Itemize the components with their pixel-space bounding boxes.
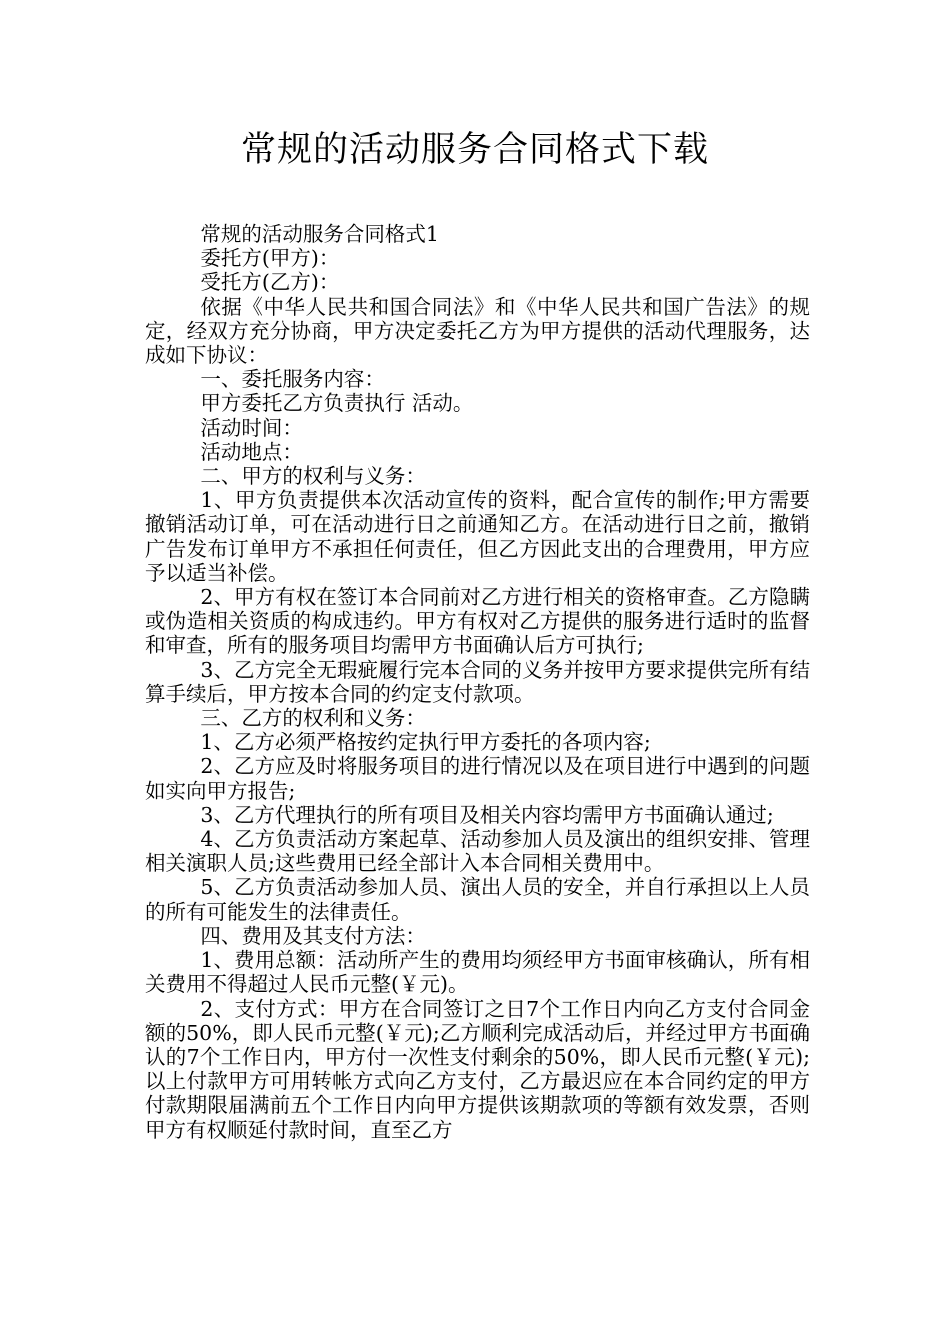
- paragraph: 活动时间：: [200, 415, 303, 440]
- document-body: [145, 222, 810, 1142]
- paragraph-party-b: 受托方(乙方)：: [200, 270, 340, 295]
- document-title: 常规的活动服务合同格式下载: [240, 130, 709, 170]
- paragraph: 1、甲方负责提供本次活动宣传的资料，配合宣传的制作;甲方需要撤销活动订单，可在活动进行日之前通知乙方。在活动进行日之前，撤销广告发布订单甲方不承担任何责任，但乙方因此支出的合理费用，甲方应予以适当补偿。: [145, 488, 810, 585]
- paragraph: 活动地点：: [200, 439, 303, 464]
- section-heading-4: 四、费用及其支付方法：: [200, 923, 426, 948]
- paragraph-heading: 常规的活动服务合同格式1: [200, 222, 439, 246]
- paragraph-preamble: 依据《中华人民共和国合同法》和《中华人民共和国广告法》的规定，经双方充分协商，甲方决定委托乙方为甲方提供的活动代理服务，达成如下协议：: [145, 294, 810, 368]
- paragraph-party-a: 委托方(甲方)：: [200, 246, 340, 271]
- paragraph: 3、乙方完全无瑕疵履行完本合同的义务并按甲方要求提供完所有结算手续后，甲方按本合同的约定支付款项。: [145, 657, 810, 706]
- paragraph: 1、费用总额：活动所产生的费用均须经甲方书面审核确认，所有相关费用不得超过人民币元整(￥元)。: [145, 948, 810, 997]
- section-heading-2: 二、甲方的权利与义务：: [200, 464, 426, 489]
- paragraph: 4、乙方负责活动方案起草、活动参加人员及演出的组织安排、管理相关演职人员;这些费用已经全部计入本合同相关费用中。: [145, 827, 810, 876]
- paragraph: 2、乙方应及时将服务项目的进行情况以及在项目进行中遇到的问题如实向甲方报告;: [145, 754, 810, 803]
- paragraph: 2、甲方有权在签订本合同前对乙方进行相关的资格审查。乙方隐瞒或伪造相关资质的构成违约。甲方有权对乙方提供的服务进行适时的监督和审查，所有的服务项目均需甲方书面确认后方可执行;: [145, 585, 810, 658]
- paragraph: 2、支付方式：甲方在合同签订之日7个工作日内向乙方支付合同金额的50%，即人民币元整(￥元);乙方顺利完成活动后，并经过甲方书面确认的7个工作日内，甲方付一次性支付剩余的50%，即人民币元整(￥元);以上付款甲方可用转帐方式向乙方支付，乙方最迟应在本合同约定的甲方付款期限届满前五个工作日内向甲方提供该期款项的等额有效发票，否则甲方有权顺延付款时间，直至乙方: [145, 996, 810, 1142]
- paragraph: 1、乙方必须严格按约定执行甲方委托的各项内容;: [200, 730, 651, 755]
- paragraph: 甲方委托乙方负责执行 活动。: [200, 391, 474, 416]
- section-heading-3: 三、乙方的权利和义务：: [200, 706, 426, 731]
- paragraph: 5、乙方负责活动参加人员、演出人员的安全，并自行承担以上人员的所有可能发生的法律责任。: [145, 875, 810, 924]
- section-heading-1: 一、委托服务内容：: [200, 367, 385, 392]
- paragraph: 3、乙方代理执行的所有项目及相关内容均需甲方书面确认通过;: [200, 802, 774, 827]
